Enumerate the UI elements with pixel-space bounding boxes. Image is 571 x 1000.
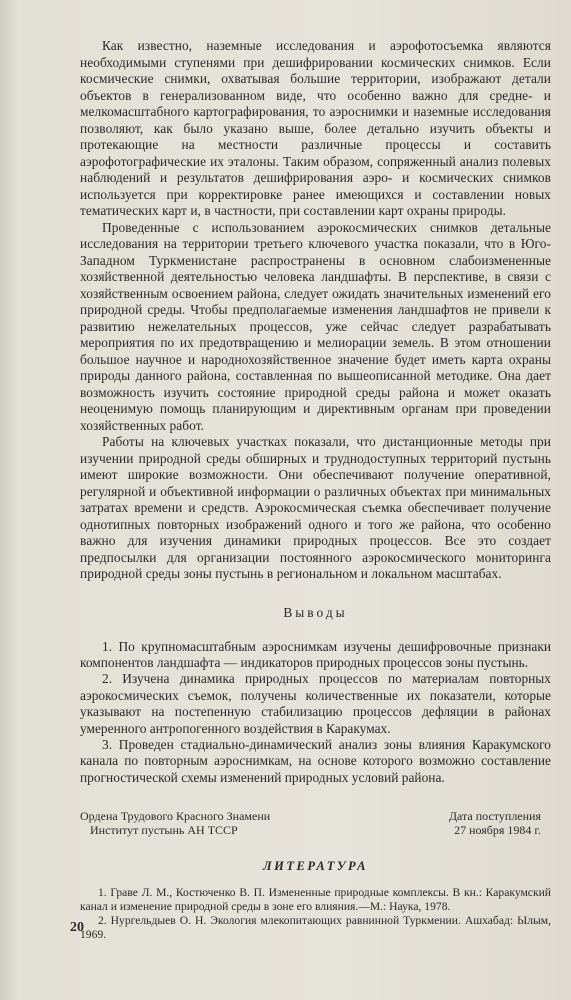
conclusion-item-1: 1. По крупномасштабным аэроснимкам изучены дешифровочные признаки компонентов ландшафта — индикаторов природных процессов зоны пустынь. bbox=[80, 638, 551, 670]
literature-heading: ЛИТЕРАТУРА bbox=[263, 859, 368, 874]
body-paragraph-1: Как известно, наземные исследования и аэрофотосъемка являются необходимыми ступенями при дешифрировании космических снимков. Если космические снимки, охватывая большие территории, изображают детали объектов в генерализованном виде, что особенно важно для средне- и мелкомасштабного картографирования, то аэроснимки и наземные исследования позволяют, как было указано выше, более детально изучить объекты и протекающие на местности различные процессы и составить аэрофотографические их эталоны. Таким образом, сопряженный анализ полевых наблюдений и результатов дешифрирования аэро- и космических снимков используется при корректировке ранее имеющихся и составлении новых тематических карт и, в частности, при составлении карт охраны природы. bbox=[80, 38, 551, 218]
affiliation-block bbox=[80, 810, 551, 837]
body-text bbox=[80, 38, 551, 583]
reference-item-2: 2. Нургельдыев О. Н. Экология млекопитающих равнинной Туркмении. Ашхабад: Ылым, 1969. bbox=[80, 914, 551, 942]
institution-line-2: Институт пустынь АН ТССР bbox=[90, 822, 238, 837]
conclusions-list bbox=[80, 639, 551, 787]
body-paragraph-3: Работы на ключевых участках показали, что дистанционные методы при изучении природной среды обширных и труднодоступных территорий пустынь имеют широкие возможности. Они обеспечивают получение оперативной, регулярной и объективной информации о различных объектах при минимальных затратах времени и средств. Аэрокосмическая съемка обеспечивает получение однотипных повторных изображений одного и того же района, что особенно важно для изучения динамики природных процессов. Все это создает предпосылки для организации постоянного аэрокосмического мониторинга природной среды зоны пустынь в региональном и локальном масштабах. bbox=[80, 434, 551, 581]
body-paragraph-2: Проведенные с использованием аэрокосмических снимков детальные исследования на территории третьего ключевого участка показали, что в Юго-Западном Туркменистане распространены в основном слабоизмененные хозяйственной деятельностью человека ландшафты. В перспективе, в связи с хозяйственным освоением района, следует ожидать значительных изменений его природной среды. Чтобы предполагаемые изменения ландшафтов не привели к развитию нежелательных процессов, уже сейчас следует разрабатывать мероприятия по их предотвращению и мелиорации земель. В этом отношении большое научное и народнохозяйственное значение будет иметь карта охраны природы данного района, составленная по вышеописанной методике. Она дает возможность изучить состояние природной среды района и может оказать неоценимую помощь планирующим и директивным органам при проведении хозяйственных работ. bbox=[80, 219, 551, 433]
references-list bbox=[80, 886, 551, 942]
conclusion-item-3: 3. Проведен стадиально-динамический анализ зоны влияния Каракумского канала по повторным аэроснимкам, на основе которого возможно составление прогностической схемы изменений природных условий района. bbox=[80, 736, 551, 785]
page-number: 20 bbox=[70, 920, 84, 935]
received-value: 27 ноября 1984 г. bbox=[454, 822, 541, 837]
conclusion-item-2: 2. Изучена динамика природных процессов по материалам повторных аэрокосмических съемок, получены количественные их показатели, которые указывают на постепенную стабилизацию процессов дефляции в районах умеренного антропогенного воздействия в Каракумах. bbox=[80, 671, 551, 736]
reference-item-1: 1. Граве Л. М., Костюченко В. П. Измененные природные комплексы. В кн.: Каракумский канал и изменение природной среды в зоне его влияния.—М.: Наука, 1978. bbox=[80, 886, 551, 914]
institution bbox=[80, 810, 270, 837]
received-date bbox=[449, 810, 551, 837]
conclusions-heading: Выводы bbox=[283, 604, 348, 620]
institution-line-1: Ордена Трудового Красного Знамени bbox=[80, 809, 271, 824]
received-label: Дата поступления bbox=[448, 809, 541, 824]
